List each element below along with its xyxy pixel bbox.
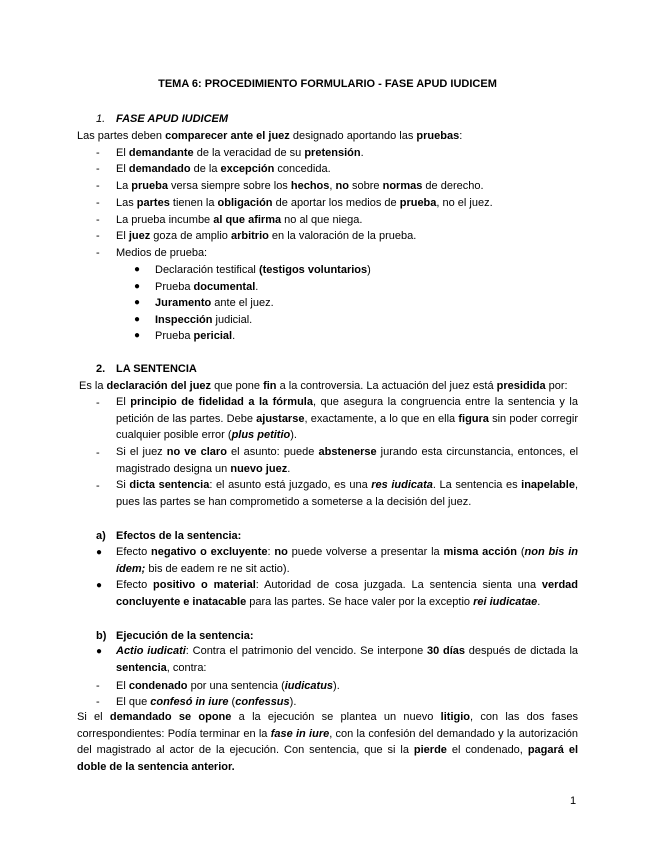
list-item: Inspección judicial. <box>155 314 253 326</box>
bullet-dot: ● <box>96 547 103 558</box>
subsection-b-heading: Ejecución de la sentencia: <box>116 630 254 642</box>
dash-bullet: - <box>96 247 100 259</box>
list-item: Declaración testifical (testigos voluntarios) <box>155 264 371 276</box>
bullet-dot: ● <box>96 646 103 657</box>
list-item: Actio iudicati: Contra el patrimonio del vencido. Se interpone 30 días después de dictada la sentencia, contra: <box>116 645 579 674</box>
dash-bullet: - <box>96 214 100 226</box>
subsection-a-heading: Efectos de la sentencia: <box>116 530 242 542</box>
section-2-intro: Es la declaración del juez que pone fin a la controversia. La actuación del juez está presidida por: <box>79 380 568 392</box>
bullet-dot: ● <box>134 297 141 308</box>
list-item: El que confesó in iure (confessus). <box>116 696 297 708</box>
dash-bullet: - <box>96 447 100 459</box>
bullet-dot: ● <box>96 580 103 591</box>
page-title: TEMA 6: PROCEDIMIENTO FORMULARIO - FASE APUD IUDICEM <box>158 78 497 90</box>
list-item: Efecto positivo o material: Autoridad de cosa juzgada. La sentencia sienta una verdad concluyente e inatacable para las partes. Se hace valer por la exceptio rei iudicatae. <box>116 579 578 608</box>
list-item: El demandado de la excepción concedida. <box>116 163 331 175</box>
section-2-heading: LA SENTENCIA <box>116 363 197 375</box>
dash-bullet: - <box>96 147 100 159</box>
dash-bullet: - <box>96 397 100 409</box>
list-item: Juramento ante el juez. <box>155 297 274 309</box>
section-1-heading: FASE APUD IUDICEM <box>116 113 229 125</box>
bullet-dot: ● <box>134 264 141 275</box>
list-item: Si el juez no ve claro el asunto: puede abstenerse jurando esta circunstancia, entonces, el magistrado designa un nuevo juez. <box>116 446 579 475</box>
list-item: Prueba documental. <box>155 281 259 293</box>
dash-bullet: - <box>96 696 100 708</box>
list-item: Si dicta sentencia: el asunto está juzgado, es una res iudicata. La sentencia es inapelable, pues las partes se han comprometido a someterse a la decisión del juez. <box>116 479 579 508</box>
bullet-dot: ● <box>134 330 141 341</box>
dash-bullet: - <box>96 230 100 242</box>
list-item: La prueba versa siempre sobre los hechos, no sobre normas de derecho. <box>116 180 484 192</box>
closing-paragraph: Si el demandado se opone a la ejecución se plantea un nuevo litigio, con las dos fases correspondientes: Podía terminar en la fase in iure, con la confesión del demandado y la autorización del magistrado al actor de la ejecución. Con sentencia, que si la pierde el condenado, pagará el doble de la sentencia anterior. <box>77 711 579 773</box>
list-item: Las partes tienen la obligación de aportar los medios de prueba, no el juez. <box>116 197 493 209</box>
bullet-dot: ● <box>134 281 141 292</box>
subsection-b-label: b) <box>96 630 107 642</box>
list-item: El juez goza de amplio arbitrio en la valoración de la prueba. <box>116 230 417 242</box>
dash-bullet: - <box>96 180 100 192</box>
section-1-intro: Las partes deben comparecer ante el juez designado aportando las pruebas: <box>77 130 463 142</box>
list-item: El demandante de la veracidad de su pretensión. <box>116 147 364 159</box>
list-item: Medios de prueba: <box>116 247 208 259</box>
dash-bullet: - <box>96 163 100 175</box>
section-1-number: 1. <box>96 113 106 125</box>
subsection-a-label: a) <box>96 530 106 542</box>
dash-bullet: - <box>96 480 100 492</box>
list-item: La prueba incumbe al que afirma no al que niega. <box>116 214 363 226</box>
section-2-number: 2. <box>96 363 106 375</box>
dash-bullet: - <box>96 197 100 209</box>
list-item: Efecto negativo o excluyente: no puede volverse a presentar la misma acción (non bis in ídem; bis de eadem re ne sit actio). <box>116 546 578 575</box>
dash-bullet: - <box>96 680 100 692</box>
page-number: 1 <box>570 795 577 807</box>
list-item: Prueba pericial. <box>155 330 236 342</box>
list-item: El principio de fidelidad a la fórmula, que asegura la congruencia entre la sentencia y la petición de las partes. Debe ajustarse, exactamente, a lo que en ella figura sin poder corregir cualquier posible error (plus petitio). <box>116 396 578 441</box>
bullet-dot: ● <box>134 314 141 325</box>
list-item: El condenado por una sentencia (iudicatus). <box>116 680 340 692</box>
